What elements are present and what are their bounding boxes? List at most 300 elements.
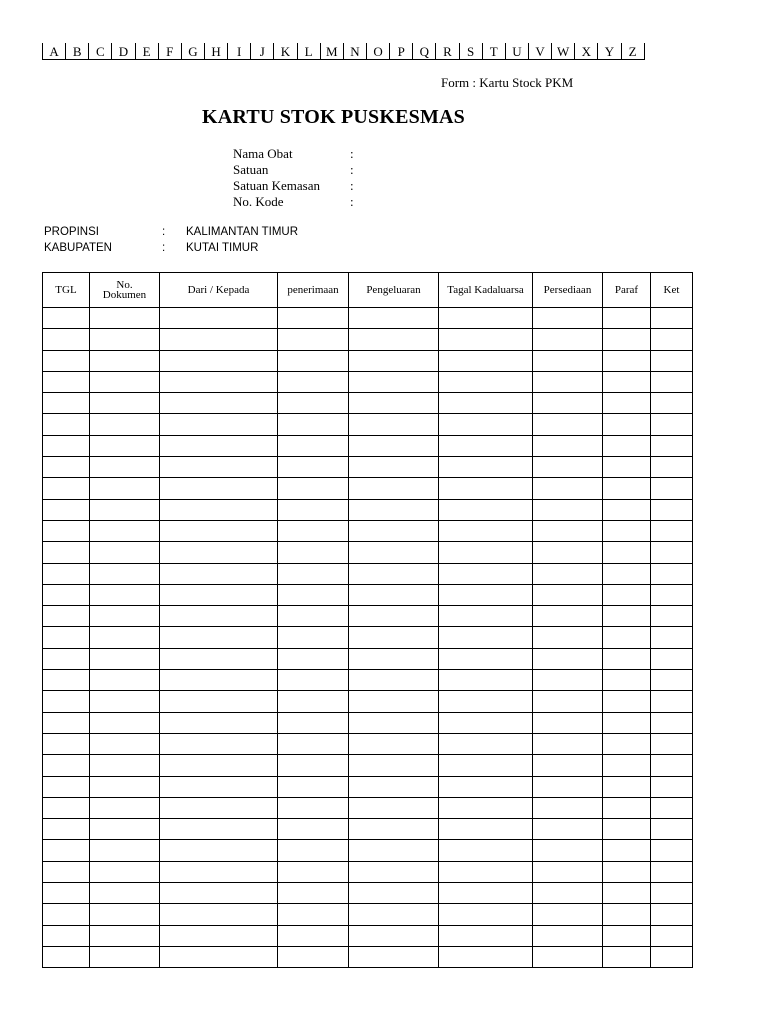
- table-cell: [43, 563, 90, 584]
- table-cell: [90, 563, 160, 584]
- table-cell: [90, 499, 160, 520]
- table-row: [43, 819, 693, 840]
- table-cell: [349, 371, 439, 392]
- table-cell: [278, 819, 349, 840]
- col-header-ket: Ket: [651, 273, 693, 308]
- table-cell: [533, 627, 603, 648]
- kabupaten-sep: :: [162, 242, 166, 254]
- table-cell: [651, 861, 693, 882]
- table-cell: [349, 733, 439, 754]
- table-cell: [533, 606, 603, 627]
- table-cell: [43, 542, 90, 563]
- table-cell: [43, 819, 90, 840]
- table-cell: [603, 520, 651, 541]
- table-cell: [90, 371, 160, 392]
- table-cell: [160, 606, 278, 627]
- table-cell: [160, 755, 278, 776]
- table-row: [43, 393, 693, 414]
- table-cell: [278, 350, 349, 371]
- table-cell: [533, 563, 603, 584]
- table-cell: [43, 520, 90, 541]
- table-cell: [603, 925, 651, 946]
- table-cell: [651, 414, 693, 435]
- table-cell: [651, 393, 693, 414]
- letter-index-t: T: [483, 43, 506, 60]
- table-row: [43, 712, 693, 733]
- table-cell: [90, 478, 160, 499]
- letter-index-y: Y: [598, 43, 621, 60]
- table-row: [43, 755, 693, 776]
- letter-index-g: G: [182, 43, 205, 60]
- table-cell: [439, 414, 533, 435]
- table-cell: [278, 712, 349, 733]
- table-cell: [439, 946, 533, 967]
- table-cell: [160, 435, 278, 456]
- table-row: [43, 670, 693, 691]
- table-cell: [349, 308, 439, 329]
- table-cell: [160, 478, 278, 499]
- letter-index-m: M: [321, 43, 344, 60]
- table-cell: [160, 393, 278, 414]
- table-cell: [90, 435, 160, 456]
- table-cell: [90, 520, 160, 541]
- table-cell: [160, 691, 278, 712]
- table-cell: [603, 584, 651, 605]
- table-cell: [160, 350, 278, 371]
- table-cell: [439, 861, 533, 882]
- table-cell: [43, 648, 90, 669]
- table-cell: [533, 520, 603, 541]
- table-cell: [349, 861, 439, 882]
- stock-table: [42, 272, 693, 968]
- table-row: [43, 776, 693, 797]
- table-cell: [533, 414, 603, 435]
- table-cell: [90, 904, 160, 925]
- table-row: [43, 329, 693, 350]
- table-cell: [651, 670, 693, 691]
- table-cell: [349, 840, 439, 861]
- form-label: Form : Kartu Stock PKM: [441, 75, 574, 90]
- table-cell: [651, 797, 693, 818]
- table-cell: [651, 457, 693, 478]
- table-cell: [533, 350, 603, 371]
- table-row: [43, 308, 693, 329]
- table-cell: [90, 733, 160, 754]
- table-cell: [160, 542, 278, 563]
- table-cell: [651, 904, 693, 925]
- table-cell: [439, 712, 533, 733]
- table-cell: [43, 499, 90, 520]
- table-cell: [651, 308, 693, 329]
- page-title: KARTU STOK PUSKESMAS: [202, 106, 465, 128]
- table-cell: [278, 904, 349, 925]
- table-cell: [90, 925, 160, 946]
- alphabet-index-strip: [42, 43, 645, 60]
- letter-index-u: U: [506, 43, 529, 60]
- table-cell: [349, 457, 439, 478]
- table-cell: [278, 499, 349, 520]
- table-cell: [439, 691, 533, 712]
- table-row: [43, 435, 693, 456]
- table-cell: [43, 733, 90, 754]
- letter-index-l: L: [298, 43, 321, 60]
- table-cell: [278, 840, 349, 861]
- table-cell: [533, 883, 603, 904]
- field-nama-obat-sep: :: [350, 146, 354, 161]
- table-row: [43, 691, 693, 712]
- field-satuan-sep: :: [350, 162, 354, 177]
- table-cell: [43, 457, 90, 478]
- field-satuan-label: Satuan: [233, 162, 269, 177]
- table-cell: [651, 648, 693, 669]
- table-cell: [160, 308, 278, 329]
- letter-index-h: H: [205, 43, 228, 60]
- letter-index-p: P: [390, 43, 413, 60]
- table-cell: [160, 329, 278, 350]
- table-cell: [533, 797, 603, 818]
- letter-index-a: A: [43, 43, 66, 60]
- table-cell: [160, 946, 278, 967]
- table-cell: [349, 712, 439, 733]
- table-row: [43, 542, 693, 563]
- table-cell: [90, 627, 160, 648]
- table-cell: [439, 435, 533, 456]
- table-cell: [439, 776, 533, 797]
- field-satuan-kemasan-label: Satuan Kemasan: [233, 178, 321, 193]
- col-header-penerimaan: penerimaan: [278, 273, 349, 308]
- table-cell: [651, 755, 693, 776]
- table-cell: [160, 733, 278, 754]
- table-row: [43, 904, 693, 925]
- table-cell: [349, 883, 439, 904]
- table-cell: [43, 584, 90, 605]
- table-cell: [43, 435, 90, 456]
- table-cell: [533, 840, 603, 861]
- table-cell: [278, 755, 349, 776]
- table-cell: [278, 520, 349, 541]
- field-no-kode-sep: :: [350, 194, 354, 209]
- table-cell: [43, 393, 90, 414]
- table-cell: [278, 776, 349, 797]
- table-row: [43, 648, 693, 669]
- table-cell: [278, 457, 349, 478]
- table-cell: [439, 755, 533, 776]
- table-cell: [90, 350, 160, 371]
- table-row: [43, 350, 693, 371]
- letter-index-q: Q: [413, 43, 436, 60]
- letter-index-i: I: [228, 43, 251, 60]
- table-cell: [43, 883, 90, 904]
- table-cell: [651, 733, 693, 754]
- table-cell: [603, 478, 651, 499]
- table-cell: [651, 329, 693, 350]
- table-cell: [278, 861, 349, 882]
- table-cell: [533, 904, 603, 925]
- table-cell: [439, 925, 533, 946]
- table-cell: [603, 733, 651, 754]
- table-cell: [349, 670, 439, 691]
- table-cell: [651, 883, 693, 904]
- table-cell: [349, 627, 439, 648]
- table-cell: [439, 542, 533, 563]
- table-cell: [160, 627, 278, 648]
- table-cell: [43, 755, 90, 776]
- table-cell: [278, 925, 349, 946]
- table-row: [43, 733, 693, 754]
- table-cell: [603, 670, 651, 691]
- table-cell: [43, 776, 90, 797]
- table-cell: [533, 308, 603, 329]
- table-cell: [349, 350, 439, 371]
- table-cell: [533, 648, 603, 669]
- propinsi-label: PROPINSI: [44, 226, 99, 238]
- stock-table-header-row: [43, 273, 693, 308]
- table-cell: [603, 819, 651, 840]
- table-cell: [439, 883, 533, 904]
- table-cell: [439, 350, 533, 371]
- table-cell: [90, 542, 160, 563]
- table-cell: [160, 648, 278, 669]
- table-cell: [533, 946, 603, 967]
- table-cell: [439, 797, 533, 818]
- table-cell: [278, 563, 349, 584]
- table-cell: [90, 861, 160, 882]
- table-cell: [533, 457, 603, 478]
- table-cell: [90, 670, 160, 691]
- table-cell: [439, 393, 533, 414]
- table-cell: [533, 776, 603, 797]
- table-cell: [533, 542, 603, 563]
- table-cell: [349, 435, 439, 456]
- table-cell: [533, 925, 603, 946]
- letter-index-v: V: [529, 43, 552, 60]
- table-cell: [278, 308, 349, 329]
- table-cell: [603, 946, 651, 967]
- field-satuan-kemasan-sep: :: [350, 178, 354, 193]
- table-cell: [278, 329, 349, 350]
- table-cell: [90, 308, 160, 329]
- table-cell: [160, 861, 278, 882]
- table-cell: [651, 691, 693, 712]
- table-cell: [43, 329, 90, 350]
- table-cell: [349, 819, 439, 840]
- table-cell: [90, 414, 160, 435]
- table-cell: [160, 840, 278, 861]
- table-cell: [349, 925, 439, 946]
- letter-index-z: Z: [622, 43, 645, 60]
- table-cell: [651, 499, 693, 520]
- table-cell: [90, 819, 160, 840]
- col-header-tgl: TGL: [43, 273, 90, 308]
- table-cell: [278, 691, 349, 712]
- table-cell: [533, 393, 603, 414]
- table-cell: [603, 883, 651, 904]
- table-cell: [278, 627, 349, 648]
- col-header-persediaan: Persediaan: [533, 273, 603, 308]
- table-cell: [439, 670, 533, 691]
- table-cell: [651, 946, 693, 967]
- table-cell: [43, 371, 90, 392]
- table-cell: [278, 733, 349, 754]
- table-row: [43, 606, 693, 627]
- letter-index-j: J: [251, 43, 274, 60]
- table-cell: [160, 776, 278, 797]
- table-cell: [278, 393, 349, 414]
- table-cell: [603, 691, 651, 712]
- letter-index-b: B: [66, 43, 89, 60]
- table-cell: [90, 755, 160, 776]
- table-cell: [439, 733, 533, 754]
- table-cell: [349, 478, 439, 499]
- table-cell: [603, 861, 651, 882]
- table-cell: [349, 520, 439, 541]
- table-cell: [603, 627, 651, 648]
- table-row: [43, 457, 693, 478]
- table-cell: [439, 840, 533, 861]
- table-cell: [349, 499, 439, 520]
- table-cell: [160, 499, 278, 520]
- table-cell: [651, 712, 693, 733]
- table-cell: [651, 350, 693, 371]
- table-cell: [603, 840, 651, 861]
- table-cell: [603, 499, 651, 520]
- table-cell: [533, 584, 603, 605]
- table-cell: [160, 520, 278, 541]
- table-cell: [43, 797, 90, 818]
- col-header-dari-kepada: Dari / Kepada: [160, 273, 278, 308]
- table-cell: [533, 329, 603, 350]
- table-cell: [43, 946, 90, 967]
- table-row: [43, 499, 693, 520]
- letter-index-c: C: [89, 43, 112, 60]
- table-cell: [651, 584, 693, 605]
- table-cell: [603, 563, 651, 584]
- letter-index-o: O: [367, 43, 390, 60]
- table-cell: [90, 797, 160, 818]
- table-cell: [603, 648, 651, 669]
- table-cell: [533, 712, 603, 733]
- table-cell: [439, 606, 533, 627]
- table-cell: [160, 925, 278, 946]
- table-cell: [603, 606, 651, 627]
- table-cell: [349, 946, 439, 967]
- table-cell: [651, 371, 693, 392]
- table-cell: [603, 371, 651, 392]
- col-header-pengeluaran: Pengeluaran: [349, 273, 439, 308]
- table-cell: [349, 606, 439, 627]
- table-row: [43, 883, 693, 904]
- table-cell: [533, 670, 603, 691]
- table-cell: [160, 457, 278, 478]
- table-cell: [439, 457, 533, 478]
- table-cell: [533, 733, 603, 754]
- table-cell: [439, 499, 533, 520]
- table-cell: [533, 499, 603, 520]
- table-cell: [278, 670, 349, 691]
- table-cell: [439, 627, 533, 648]
- table-cell: [43, 861, 90, 882]
- table-cell: [439, 520, 533, 541]
- table-cell: [160, 371, 278, 392]
- table-cell: [43, 925, 90, 946]
- table-cell: [651, 925, 693, 946]
- table-row: [43, 861, 693, 882]
- table-cell: [349, 755, 439, 776]
- table-cell: [278, 883, 349, 904]
- table-row: [43, 627, 693, 648]
- col-header-no-dokumen: No. Dokumen: [90, 273, 160, 308]
- table-cell: [603, 308, 651, 329]
- table-cell: [439, 648, 533, 669]
- table-cell: [533, 691, 603, 712]
- table-cell: [603, 542, 651, 563]
- table-cell: [651, 435, 693, 456]
- table-cell: [160, 904, 278, 925]
- table-cell: [533, 435, 603, 456]
- table-cell: [603, 393, 651, 414]
- table-cell: [90, 584, 160, 605]
- table-cell: [603, 435, 651, 456]
- letter-index-n: N: [344, 43, 367, 60]
- table-cell: [349, 329, 439, 350]
- table-cell: [533, 755, 603, 776]
- table-cell: [533, 371, 603, 392]
- table-cell: [43, 712, 90, 733]
- table-cell: [90, 329, 160, 350]
- table-cell: [43, 414, 90, 435]
- table-cell: [90, 691, 160, 712]
- table-cell: [278, 414, 349, 435]
- table-cell: [349, 542, 439, 563]
- table-cell: [439, 904, 533, 925]
- table-cell: [43, 308, 90, 329]
- table-cell: [43, 627, 90, 648]
- table-cell: [160, 414, 278, 435]
- table-cell: [651, 478, 693, 499]
- table-cell: [349, 648, 439, 669]
- field-nama-obat-label: Nama Obat: [233, 146, 293, 161]
- propinsi-sep: :: [162, 226, 166, 238]
- table-cell: [349, 563, 439, 584]
- table-cell: [651, 606, 693, 627]
- table-cell: [603, 776, 651, 797]
- table-cell: [349, 904, 439, 925]
- table-cell: [439, 329, 533, 350]
- letter-index-x: X: [575, 43, 598, 60]
- table-cell: [603, 329, 651, 350]
- table-cell: [90, 712, 160, 733]
- table-cell: [278, 797, 349, 818]
- table-cell: [603, 904, 651, 925]
- table-cell: [43, 691, 90, 712]
- table-row: [43, 371, 693, 392]
- table-cell: [533, 861, 603, 882]
- table-cell: [278, 542, 349, 563]
- table-cell: [651, 627, 693, 648]
- col-header-tagal-kadaluarsa: Tagal Kadaluarsa: [439, 273, 533, 308]
- table-cell: [651, 840, 693, 861]
- table-cell: [651, 776, 693, 797]
- table-cell: [278, 946, 349, 967]
- letter-index-f: F: [159, 43, 182, 60]
- table-cell: [533, 478, 603, 499]
- table-cell: [349, 414, 439, 435]
- table-cell: [160, 883, 278, 904]
- table-cell: [90, 946, 160, 967]
- table-cell: [439, 563, 533, 584]
- table-cell: [603, 414, 651, 435]
- table-cell: [651, 819, 693, 840]
